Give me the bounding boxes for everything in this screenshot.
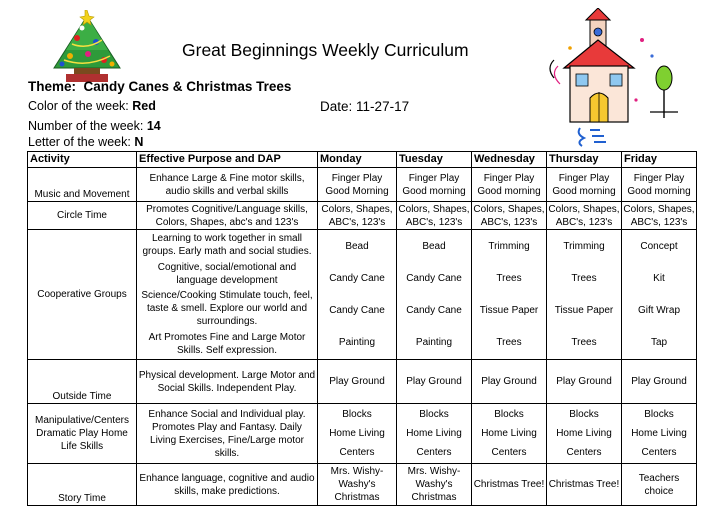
table-row-cooperative: [28, 230, 697, 360]
table-row-outside: [28, 360, 697, 404]
theme-value: Candy Canes & Christmas Trees: [83, 79, 292, 94]
purpose-cell: Physical development. Large Motor and Social Skills. Independent Play.: [137, 360, 318, 404]
day-item: Home Living: [631, 427, 687, 439]
friday-cell: Teachers choice: [622, 464, 697, 506]
day-item: Centers: [416, 447, 452, 459]
monday-cell: Colors, Shapes, ABC's, 123's: [318, 202, 397, 230]
day-item: Bead: [422, 241, 446, 252]
wednesday-cell: Play Ground: [472, 360, 547, 404]
letter-label: Letter of the week:: [28, 135, 131, 149]
table-row-manipulative: [28, 404, 697, 464]
day-item: Trees: [496, 273, 522, 284]
day-item: Kit: [653, 273, 665, 284]
day-item: Blocks: [419, 408, 449, 420]
day-item: Tissue Paper: [479, 305, 539, 316]
day-item: Blocks: [644, 408, 674, 420]
day-item: Trees: [571, 273, 597, 284]
number-value: 14: [146, 119, 161, 133]
col-header-wednesday: Wednesday: [472, 152, 547, 168]
header-row: [28, 152, 697, 168]
wednesday-cell: [472, 230, 547, 360]
day-item: Bead: [345, 241, 369, 252]
letter-value: N: [134, 135, 144, 149]
col-header-purpose: Effective Purpose and DAP: [137, 152, 318, 168]
day-item: Painting: [415, 337, 453, 348]
friday-cell: Colors, Shapes, ABC's, 123's: [623, 203, 695, 228]
letter-line: [28, 135, 143, 149]
wednesday-cell: [472, 404, 547, 464]
purpose-line: Art Promotes Fine and Large Motor Skills. Self expression.: [148, 332, 306, 357]
monday-cell: [318, 230, 397, 360]
page-title: Great Beginnings Weekly Curriculum: [182, 40, 469, 60]
col-header-monday: Monday: [318, 152, 397, 168]
col-header-activity: Activity: [28, 152, 137, 168]
thursday-cell: Christmas Tree!: [547, 464, 622, 506]
theme-line: [28, 79, 291, 94]
monday-cell: [318, 404, 397, 464]
monday-cell: Finger Play Good Morning: [318, 168, 397, 202]
activity-cell: Outside Time: [28, 360, 137, 404]
date-label: Date:: [320, 99, 353, 114]
day-item: Centers: [491, 447, 527, 459]
color-line: [28, 99, 156, 113]
tuesday-cell: [397, 230, 472, 360]
day-item: Home Living: [406, 427, 462, 439]
purpose-cell: Promotes Cognitive/Language skills, Colors, Shapes, abc's and 123's: [137, 202, 318, 230]
christmas-tree-clipart: [44, 10, 130, 84]
day-item: Trimming: [563, 241, 605, 252]
day-item: Home Living: [556, 427, 612, 439]
day-item: Trimming: [488, 241, 530, 252]
col-header-thursday: Thursday: [547, 152, 622, 168]
purpose-cell: Enhance Social and Individual play. Promotes Play and Fantasy. Daily Living Exercises, Fine/Large motor skills.: [137, 404, 318, 464]
day-item: Blocks: [569, 408, 599, 420]
day-item: Home Living: [329, 427, 385, 439]
purpose-line: Cognitive, social/emotional and language development: [157, 261, 297, 286]
day-item: Tissue Paper: [554, 305, 614, 316]
activity-cell: Cooperative Groups: [28, 230, 137, 360]
monday-cell: Mrs. Wishy-Washy's Christmas: [318, 464, 397, 506]
monday-cell: Play Ground: [318, 360, 397, 404]
activity-cell: Manipulative/Centers Dramatic Play Home Life Skills: [28, 404, 137, 464]
table-row-circle: [28, 202, 697, 230]
purpose-cell: [137, 230, 318, 360]
day-item: Candy Cane: [406, 273, 462, 284]
day-item: Centers: [641, 447, 677, 459]
friday-cell: [622, 404, 697, 464]
day-item: Centers: [339, 447, 375, 459]
friday-cell: Finger Play Good morning: [622, 168, 697, 202]
activity-cell: Music and Movement: [28, 168, 137, 202]
tuesday-cell: [397, 404, 472, 464]
day-item: Candy Cane: [329, 305, 385, 316]
date-value: 11-27-17: [356, 99, 410, 114]
day-item: Gift Wrap: [637, 305, 681, 316]
day-item: Blocks: [342, 408, 372, 420]
thursday-cell: Finger Play Good morning: [547, 168, 622, 202]
thursday-cell: Colors, Shapes, ABC's, 123's: [548, 203, 620, 228]
day-item: Concept: [640, 241, 678, 252]
purpose-line: Science/Cooking Stimulate touch, feel, taste & smell. Explore our world and surroundings.: [141, 290, 313, 328]
day-item: Tap: [650, 337, 668, 348]
friday-cell: [622, 230, 697, 360]
day-item: Candy Cane: [406, 305, 462, 316]
purpose-cell: Enhance language, cognitive and audio skills, make predictions.: [137, 464, 318, 506]
wednesday-cell: Finger Play Good morning: [472, 168, 547, 202]
thursday-cell: [547, 404, 622, 464]
wednesday-cell: Colors, Shapes, ABC's, 123's: [473, 203, 545, 228]
color-label: Color of the week:: [28, 99, 129, 113]
date-line: [320, 99, 409, 114]
day-item: Trees: [571, 337, 597, 348]
col-header-friday: Friday: [622, 152, 697, 168]
thursday-cell: Play Ground: [547, 360, 622, 404]
color-value: Red: [132, 99, 156, 113]
day-item: Trees: [496, 337, 522, 348]
friday-cell: Play Ground: [622, 360, 697, 404]
purpose-line: Learning to work together in small groups. Early math and social studies.: [142, 232, 312, 257]
schoolhouse-clipart: [540, 8, 690, 148]
curriculum-table: [27, 151, 697, 506]
day-item: Centers: [566, 447, 602, 459]
day-item: Candy Cane: [329, 273, 385, 284]
tuesday-cell: Finger Play Good morning: [397, 168, 472, 202]
thursday-cell: [547, 230, 622, 360]
tuesday-cell: Mrs. Wishy-Washy's Christmas: [397, 464, 472, 506]
tuesday-cell: Colors, Shapes, ABC's, 123's: [398, 203, 470, 228]
number-line: [28, 119, 161, 133]
tuesday-cell: Play Ground: [397, 360, 472, 404]
number-label: Number of the week:: [28, 119, 144, 133]
table-row-music: [28, 168, 697, 202]
theme-label: Theme:: [28, 79, 77, 94]
day-item: Blocks: [494, 408, 524, 420]
activity-cell: Story Time: [28, 464, 137, 506]
table-row-story: [28, 464, 697, 506]
activity-cell: Circle Time: [28, 202, 137, 230]
wednesday-cell: Christmas Tree!: [472, 464, 547, 506]
day-item: Painting: [338, 337, 376, 348]
day-item: Home Living: [481, 427, 537, 439]
col-header-tuesday: Tuesday: [397, 152, 472, 168]
purpose-cell: Enhance Large & Fine motor skills, audio skills and verbal skills: [137, 168, 318, 202]
